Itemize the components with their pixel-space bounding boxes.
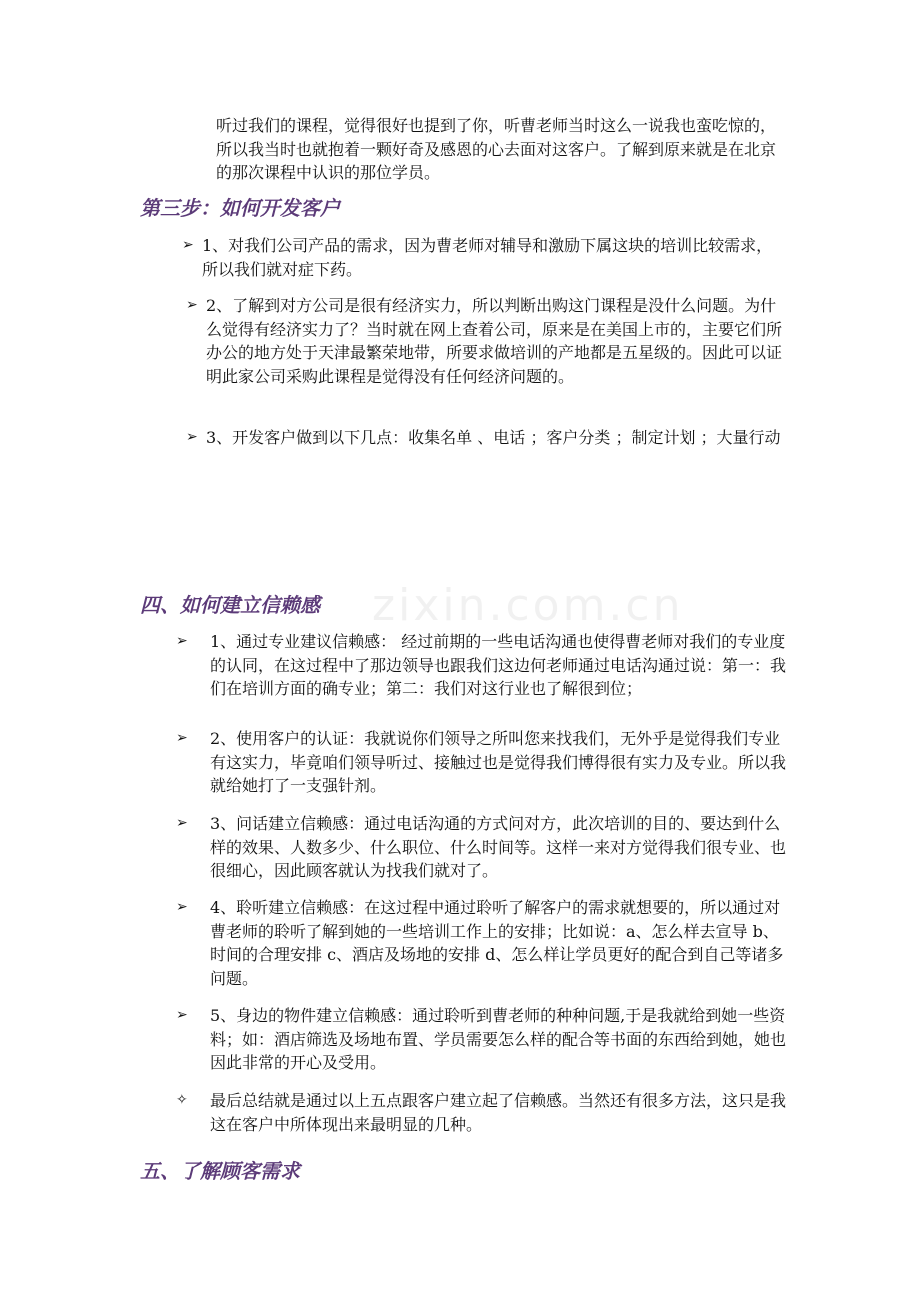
section4-item-1-text: 1、通过专业建议信赖感： 经过前期的一些电话沟通也使得曹老师对我们的专业度的认同，在这过程中了那边领导也跟我们这边何老师通过电话沟通过说：第一：我们在培训方面的确专业；第二：我们对这行业也了解很到位； bbox=[210, 632, 787, 698]
section4-item-5 bbox=[176, 1004, 790, 1075]
intro-paragraph: 听过我们的课程，觉得很好也提到了你，听曹老师当时这么一说我也蛮吃惊的，所以我当时也就抱着一颗好奇及感恩的心去面对这客户。了解到原来就是在北京的那次课程中认识的那位学员。 bbox=[216, 116, 777, 182]
section4-item-4-text: 4、聆听建立信赖感：在这过程中通过聆听了解客户的需求就想要的，所以通过对曹老师的聆听了解到她的一些培训工作上的安排；比如说：a、怎么样去宣导 b、时间的合理安排 c、酒店及场地的安排 d、怎么样让学员更好的配合到自己等诸多问题。 bbox=[210, 898, 784, 988]
section4-item-2-text: 2、使用客户的认证：我就说你们领导之所叫您来找我们，无外乎是觉得我们专业有这实力，毕竟咱们领导听过、接触过也是觉得我们博得很有实力及专业。所以我就给她打了一支强针剂。 bbox=[210, 729, 787, 795]
arrow-bullet-icon: ➢ bbox=[186, 429, 198, 445]
diamond-bullet-icon: ✧ bbox=[176, 1092, 188, 1108]
arrow-bullet-icon: ➢ bbox=[176, 1007, 188, 1023]
section4-item-4 bbox=[176, 896, 790, 990]
section4-item-3 bbox=[176, 812, 790, 883]
section4-item-5-text: 5、身边的物件建立信赖感：通过聆听到曹老师的种种问题,于是我就给到她一些资料；如：酒店筛选及场地布置、学员需要怎么样的配合等书面的东西给到她，她也因此非常的开心及受用。 bbox=[210, 1006, 787, 1072]
section4-item-2 bbox=[176, 727, 790, 798]
arrow-bullet-icon: ➢ bbox=[186, 297, 198, 313]
arrow-bullet-icon: ➢ bbox=[182, 237, 194, 253]
section4-item-3-text: 3、问话建立信赖感：通过电话沟通的方式问对方，此次培训的目的、要达到什么样的效果、人数多少、什么职位、什么时间等。这样一来对方觉得我们很专业、也很细心，因此顾客就认为找我们就对了。 bbox=[210, 814, 787, 880]
section3-item-1-text: 1、对我们公司产品的需求，因为曹老师对辅导和激励下属这块的培训比较需求，所以我们就对症下药。 bbox=[202, 236, 773, 279]
section3-item-1 bbox=[182, 234, 782, 281]
section4-heading: 四、如何建立信赖感 bbox=[140, 593, 320, 617]
section5-heading: 五、了解顾客需求 bbox=[140, 1159, 300, 1183]
section4-summary bbox=[176, 1089, 790, 1136]
section3-item-3 bbox=[186, 426, 782, 450]
arrow-bullet-icon: ➢ bbox=[176, 899, 188, 915]
watermark: zixin.com.cn bbox=[372, 580, 684, 631]
section3-heading: 第三步：如何开发客户 bbox=[140, 196, 340, 220]
section3-item-3-text: 3、开发客户做到以下几点：收集名单 、电话 ；客户分类 ；制定计划 ；大量行动 bbox=[206, 428, 781, 447]
section3-item-2 bbox=[186, 294, 782, 388]
section3-item-2-text: 2、了解到对方公司是很有经济实力，所以判断出购这门课程是没什么问题。为什么觉得有经济实力了？当时就在网上查着公司，原来是在美国上市的，主要它们所办公的地方处于天津最繁荣地带，所要求做培训的产地都是五星级的。因此可以证明此家公司采购此课程是觉得没有任何经济问题的。 bbox=[206, 296, 783, 386]
section4-summary-text: 最后总结就是通过以上五点跟客户建立起了信赖感。当然还有很多方法，这只是我这在客户中所体现出来最明显的几种。 bbox=[210, 1091, 787, 1134]
arrow-bullet-icon: ➢ bbox=[176, 815, 188, 831]
arrow-bullet-icon: ➢ bbox=[176, 633, 188, 649]
section4-item-1 bbox=[176, 630, 790, 701]
arrow-bullet-icon: ➢ bbox=[176, 730, 188, 746]
